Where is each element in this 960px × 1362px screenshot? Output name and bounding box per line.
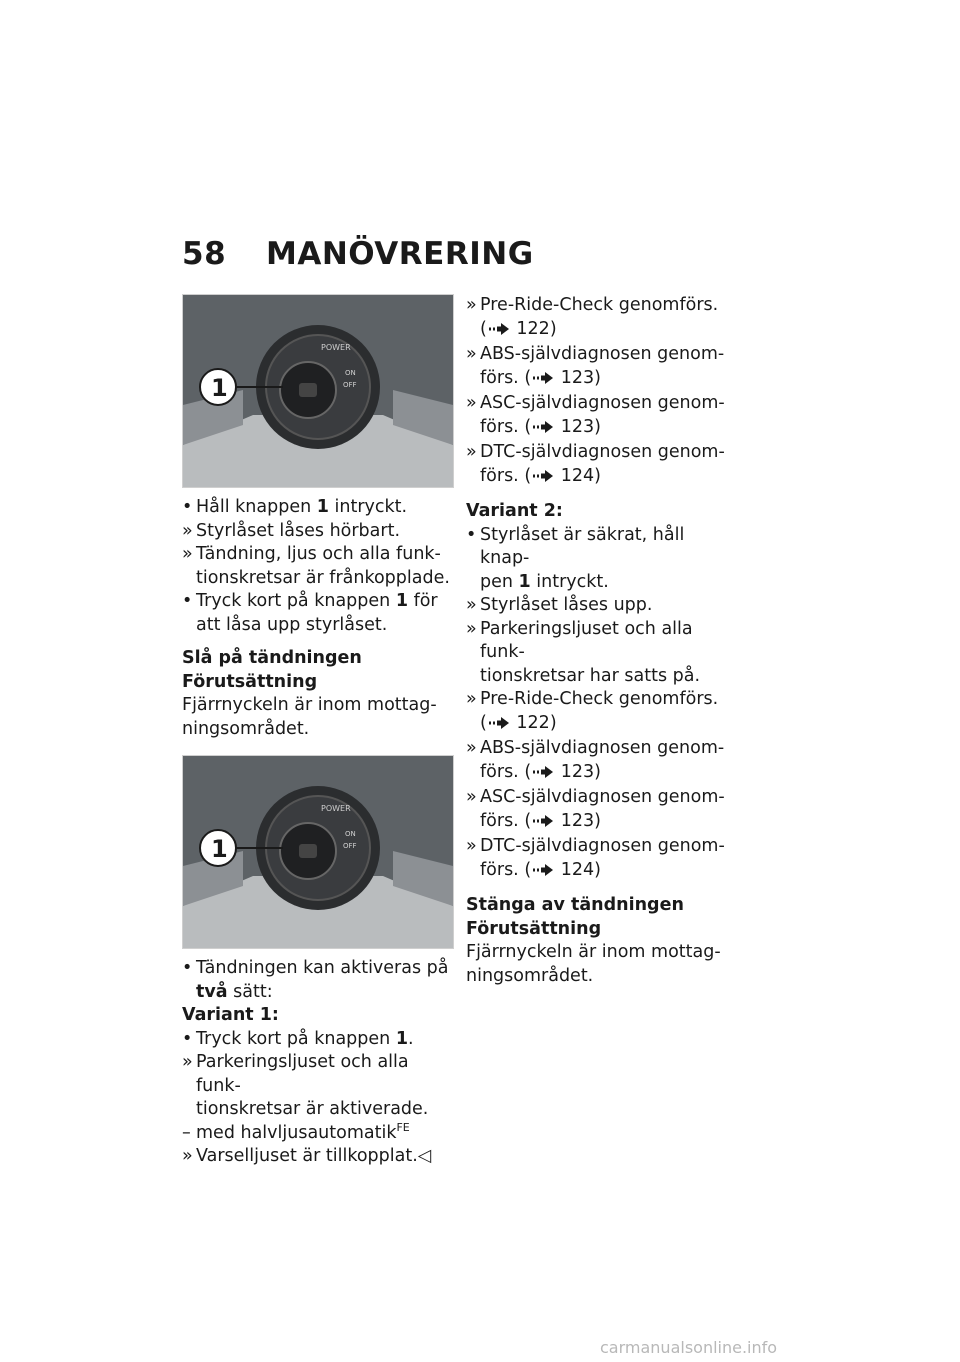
page-ref-arrow-icon (531, 369, 555, 393)
result-daytime-light (182, 1145, 454, 1169)
option-superscript: FE (396, 1120, 410, 1134)
result-parking-light-on (466, 618, 738, 689)
callout-1: 1 (211, 374, 228, 402)
page-number-ref: 123 (560, 367, 595, 388)
page-ref-arrow-icon (487, 320, 511, 344)
step-hold-button-variant2 (466, 524, 738, 595)
result-marker: » (466, 295, 477, 315)
prereq-line: Fjärrnyckeln är inom mottag- (466, 942, 721, 962)
ignition-switch-photo-2 (182, 755, 454, 949)
result-lock-audible (182, 520, 454, 544)
step-two-ways (182, 957, 454, 1004)
page-reference[interactable]: ( 123) (524, 368, 601, 388)
result-parking-light (182, 1051, 454, 1122)
page-number-ref: 122 (516, 712, 550, 733)
page-reference[interactable]: ( 124) (524, 860, 601, 880)
condition-auto-lights (182, 1122, 454, 1146)
page-number-ref: 123 (560, 761, 595, 782)
switch-on-label: ON (345, 369, 356, 377)
result-unlock (466, 594, 738, 618)
bullet-marker: • (182, 497, 193, 517)
button-ref: 1 (316, 497, 329, 517)
result-text: Styrlåset låses upp. (480, 595, 653, 615)
page-reference[interactable]: ( 123) (524, 417, 601, 437)
check-item (466, 688, 738, 737)
prereq-title: Förutsättning (182, 671, 318, 692)
result-text: tionskretsar är aktiverade. (196, 1099, 429, 1119)
result-marker: » (466, 595, 477, 615)
check-text: förs. (480, 761, 525, 782)
step-text: Tryck kort på knappen (196, 1028, 396, 1049)
check-text: ASC-självdiagnosen genom- (480, 393, 725, 413)
condition-text: med halvljusautomatik (196, 1122, 397, 1143)
check-text: förs. (480, 367, 525, 388)
section-title-ignition-off: Stänga av tändningen (466, 895, 684, 915)
variant-1-label: Variant 1: (182, 1005, 279, 1025)
ignition-switch-illustration (183, 756, 453, 948)
page-reference[interactable]: ( 123) (524, 762, 601, 782)
check-item (466, 343, 738, 392)
right-column (466, 294, 738, 988)
bullet-marker: • (182, 1028, 193, 1049)
emphasis-text: två (196, 981, 228, 1002)
switch-off-label: OFF (343, 381, 357, 389)
check-text: förs. (480, 465, 525, 486)
end-marker-icon: ◁ (417, 1146, 432, 1166)
result-marker: » (182, 1052, 193, 1072)
step-text: för (408, 591, 438, 611)
prereq-text (182, 694, 454, 741)
bullet-marker: • (182, 958, 193, 978)
page-reference[interactable]: ( 122) (480, 319, 557, 339)
check-item (466, 294, 738, 343)
check-text: förs. (480, 416, 525, 437)
button-ref: 1 (395, 591, 408, 611)
switch-power-label: POWER (321, 343, 351, 352)
step-text: Styrlåset är säkrat, håll knap- (480, 524, 685, 568)
result-marker: » (466, 393, 477, 413)
result-marker: » (466, 787, 477, 807)
check-text: DTC-självdiagnosen genom- (480, 442, 725, 462)
switch-on-label: ON (345, 830, 356, 838)
result-marker: » (182, 544, 193, 564)
result-marker: » (182, 520, 193, 541)
page-number-ref: 124 (560, 465, 595, 486)
page-number-ref: 124 (560, 859, 595, 880)
bullet-marker: • (182, 591, 193, 611)
check-text: Pre-Ride-Check genomförs. (480, 689, 719, 709)
switch-power-label: POWER (321, 804, 351, 813)
ignition-switch-photo-1 (182, 294, 454, 488)
result-text: Parkeringsljuset och alla funk- (480, 618, 693, 662)
check-text: ASC-självdiagnosen genom- (480, 787, 725, 807)
check-text: Pre-Ride-Check genomförs. (480, 295, 719, 315)
check-item (466, 441, 738, 490)
page-number: 58 (182, 236, 227, 272)
section-title-ignition-on: Slå på tändningen (182, 648, 362, 668)
result-text: Styrlåset låses hörbart. (196, 520, 401, 541)
step-text: Håll knappen (196, 497, 317, 517)
result-marker: » (466, 738, 477, 758)
callout-1: 1 (211, 835, 228, 863)
check-text: förs. (480, 859, 525, 880)
result-marker: » (466, 344, 477, 364)
ignition-switch-illustration (183, 295, 453, 487)
page-ref-arrow-icon (531, 861, 555, 885)
step-press-button-variant1 (182, 1028, 454, 1052)
check-text: DTC-självdiagnosen genom- (480, 836, 725, 856)
result-marker: » (466, 836, 477, 856)
variant-2-label: Variant 2: (466, 501, 563, 521)
page-header (182, 236, 534, 272)
prereq-title: Förutsättning (466, 918, 602, 939)
step-text: intryckt. (328, 497, 408, 517)
switch-off-label: OFF (343, 842, 357, 850)
page-ref-arrow-icon (531, 418, 555, 442)
prereq-line: Fjärrnyckeln är inom mottag- (182, 695, 437, 715)
check-item (466, 737, 738, 786)
result-text: Parkeringsljuset och alla funk- (196, 1052, 409, 1096)
step-text: . (408, 1028, 414, 1049)
result-text: tionskretsar är frånkopplade. (196, 567, 450, 588)
prereq-line: ningsområdet. (182, 718, 310, 739)
result-text: Tändning, ljus och alla funk- (196, 544, 441, 564)
result-marker: » (182, 1146, 193, 1166)
watermark: carmanualsonline.info (600, 1338, 778, 1357)
page-ref-arrow-icon (487, 714, 511, 738)
page-ref-arrow-icon (531, 467, 555, 491)
result-text: tionskretsar har satts på. (480, 665, 701, 686)
page-reference[interactable]: ( 124) (524, 466, 601, 486)
step-text: pen (480, 571, 519, 592)
step-text: Tryck kort på knappen (196, 591, 396, 611)
page-number-ref: 123 (560, 810, 595, 831)
prereq-line: ningsområdet. (466, 965, 594, 986)
button-ref: 1 (518, 571, 531, 592)
result-marker: » (466, 442, 477, 462)
result-marker: » (466, 689, 477, 709)
step-hold-button (182, 496, 454, 520)
page-reference[interactable]: ( 123) (524, 811, 601, 831)
page-ref-arrow-icon (531, 763, 555, 787)
bullet-marker: • (466, 524, 477, 545)
result-marker: » (466, 618, 477, 639)
page-number-ref: 123 (560, 416, 595, 437)
page-number-ref: 122 (516, 318, 550, 339)
result-text: Varselljuset är tillkopplat. (196, 1146, 418, 1166)
page-title: MANÖVRERING (266, 236, 534, 272)
step-press-button (182, 590, 454, 637)
page-reference[interactable]: ( 122) (480, 713, 557, 733)
check-text: förs. (480, 810, 525, 831)
step-text: intryckt. (530, 571, 609, 592)
page-ref-arrow-icon (531, 812, 555, 836)
check-item (466, 835, 738, 884)
left-column (182, 294, 454, 1169)
dash-marker: – (182, 1122, 191, 1143)
step-text: att låsa upp styrlåset. (196, 614, 388, 635)
check-item (466, 786, 738, 835)
prereq-text (466, 941, 738, 988)
check-text: ABS-självdiagnosen genom- (480, 344, 725, 364)
step-text: sätt: (227, 981, 273, 1002)
check-text: ABS-självdiagnosen genom- (480, 738, 725, 758)
step-text: Tändningen kan aktiveras på (196, 958, 449, 978)
button-ref: 1 (395, 1028, 408, 1049)
check-item (466, 392, 738, 441)
result-ignition-off (182, 543, 454, 590)
